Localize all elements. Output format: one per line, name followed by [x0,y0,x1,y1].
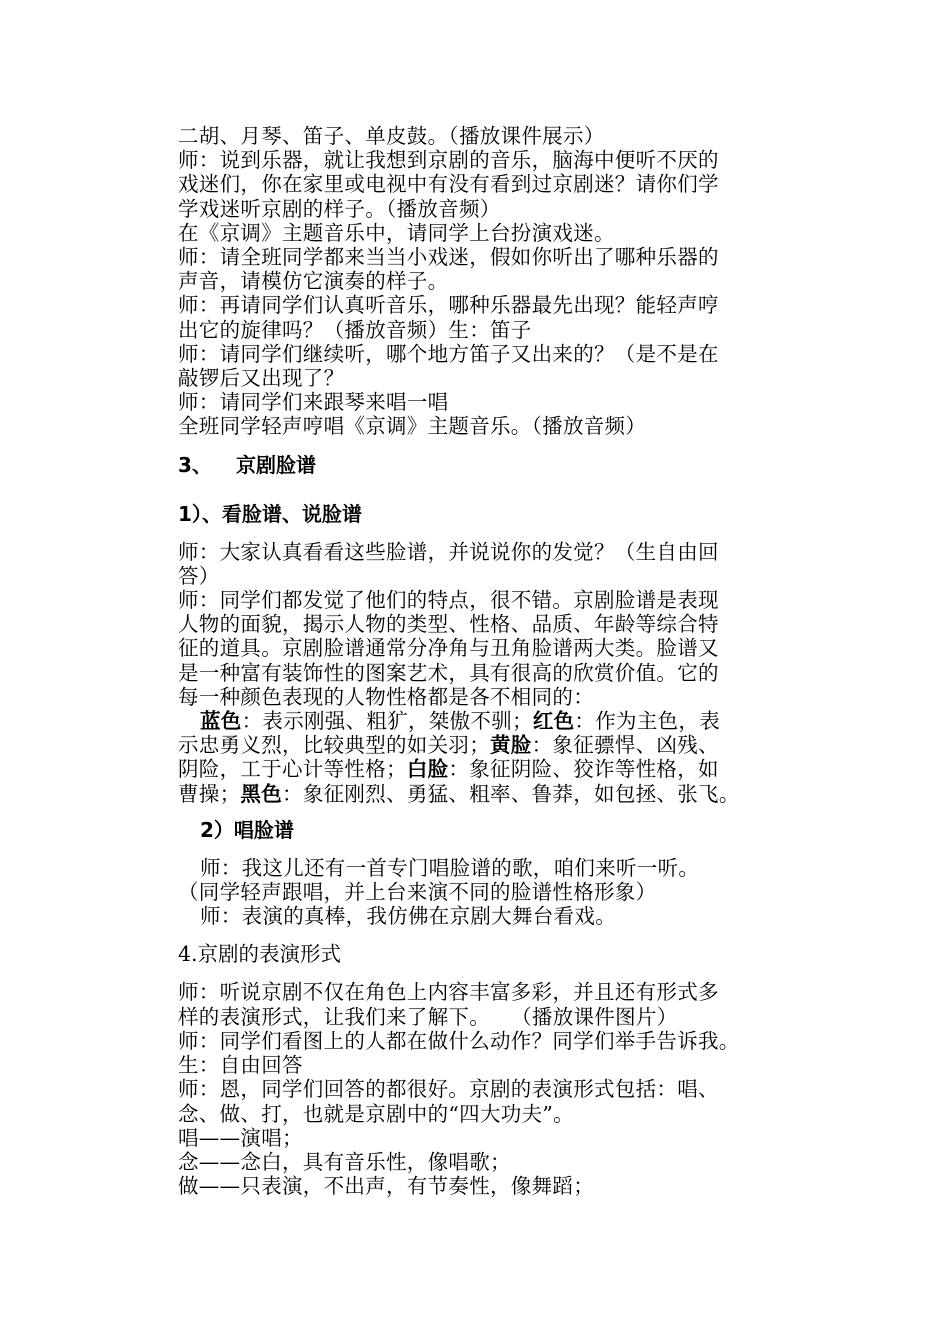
text-line: 念、做、打，也就是京剧中的“四大功夫”。 [178,1101,574,1126]
text-line: 师：表演的真棒，我仿佛在京剧大舞台看戏。 [200,904,616,929]
text-line: 做——只表演，不出声，有节奏性，像舞蹈； [178,1174,594,1199]
text-line: 师：请同学们来跟琴来唱一唱 [178,390,449,415]
color-label-black: 黑色 [240,781,283,806]
section-heading-facial-makeup [178,453,878,477]
text-line: 二胡、月琴、笛子、单皮鼓。（播放课件展示） [178,124,605,148]
text-line: 师：恩，同学们回答的都很好。京剧的表演形式包括：唱、 [178,1077,719,1102]
text-line: 敲锣后又出现了？ [178,366,345,391]
color-label-blue: 蓝色 [200,709,242,734]
text-line [178,782,878,806]
document-content [178,124,878,1198]
color-text-yellow-cont: 阴险，工于心计等性格； [178,757,407,782]
text-line: 生：自由回答 [178,1053,303,1078]
text-line: 是一种富有装饰性的图案艺术，具有很高的欣赏价值。它的 [178,660,719,685]
paragraph-colors [178,709,878,806]
text-line: 样的表演形式，让我们来了解下。 （播放课件图片） [178,1004,678,1029]
text-line: 出它的旋律吗？（播放音频）生：笛子 [178,317,532,342]
text-line: 答） [178,563,220,588]
section-number: 3、 [178,452,212,477]
text-line: 师：再请同学们认真听音乐，哪种乐器最先出现？能轻声哼 [178,293,719,318]
text-line: 师：请全班同学都来当当小戏迷，假如你听出了哪种乐器的 [178,245,719,270]
text-line: 师：大家认真看看这些脸谱，并说说你的发觉？（生自由回 [178,539,719,564]
color-text-black: ：象征刚烈、勇猛、粗率、鲁莽，如包拯、张飞。 [282,781,740,806]
text-line [178,757,878,781]
paragraph-instruments [178,124,878,439]
subheading-sing-facial-makeup: 2）唱脸谱 [200,817,294,842]
section-title: 京剧脸谱 [236,452,316,477]
text-line: 戏迷们，你在家里或电视中有没有看到过京剧迷？请你们学 [178,172,719,197]
text-line: 学戏迷听京剧的样子。（播放音频） [178,196,501,221]
color-text-yellow: ：象征骠悍、凶残、 [531,733,719,758]
text-line: 人物的面貌，揭示人物的类型、性格、品质、年龄等综合特 [178,612,719,637]
text-line: （同学轻声跟唱，并上台来演不同的脸谱性格形象） [178,880,657,905]
color-label-red: 红色 [532,709,575,734]
section-heading-performance: 4.京剧的表演形式 [178,942,342,967]
text-line [178,733,878,757]
text-line: 师：我这儿还有一首专门唱脸谱的歌，咱们来听一听。 [200,855,700,880]
paragraph-sing [178,856,878,929]
color-label-yellow: 黄脸 [490,733,532,758]
text-line: 每一种颜色表现的人物性格都是各不相同的： [178,684,594,709]
color-text-red: ：作为主色，表 [574,709,721,734]
text-line: 念——念白，具有音乐性，像唱歌； [178,1149,511,1174]
text-line: 在《京调》主题音乐中，请同学上台扮演戏迷。 [178,220,615,245]
color-text-white-cont: 曹操； [178,781,241,806]
text-line: 全班同学轻声哼唱《京调》主题音乐。（播放音频） [178,414,647,439]
text-line: 师：同学们看图上的人都在做什么动作？同学们举手告诉我。 [178,1028,740,1053]
text-line: 唱——演唱； [178,1125,303,1150]
paragraph-performance [178,980,878,1198]
text-line [178,709,878,733]
text-line: 师：听说京剧不仅在角色上内容丰富多彩，并且还有形式多 [178,980,719,1005]
text-line: 师：请同学们继续听，哪个地方笛子又出来的？（是不是在 [178,341,719,366]
text-line: 声音，请模仿它演奏的样子。 [178,269,449,294]
color-text-white: ：象征阴险、狡诈等性格，如 [448,757,719,782]
text-line: 征的道具。京剧脸谱通常分净角与丑角脸谱两大类。脸谱又 [178,636,719,661]
text-line: 师：同学们都发觉了他们的特点，很不错。京剧脸谱是表现 [178,588,719,613]
color-text-blue: ：表示刚强、粗犷，桀傲不驯； [241,709,533,734]
text-line: 师：说到乐器，就让我想到京剧的音乐，脑海中便听不厌的 [178,148,719,173]
subheading-look-and-say: 1）、看脸谱、说脸谱 [178,501,362,526]
paragraph-facial-makeup [178,540,878,709]
color-text-red-cont: 示忠勇义烈，比较典型的如关羽； [178,733,490,758]
color-label-white: 白脸 [406,757,449,782]
